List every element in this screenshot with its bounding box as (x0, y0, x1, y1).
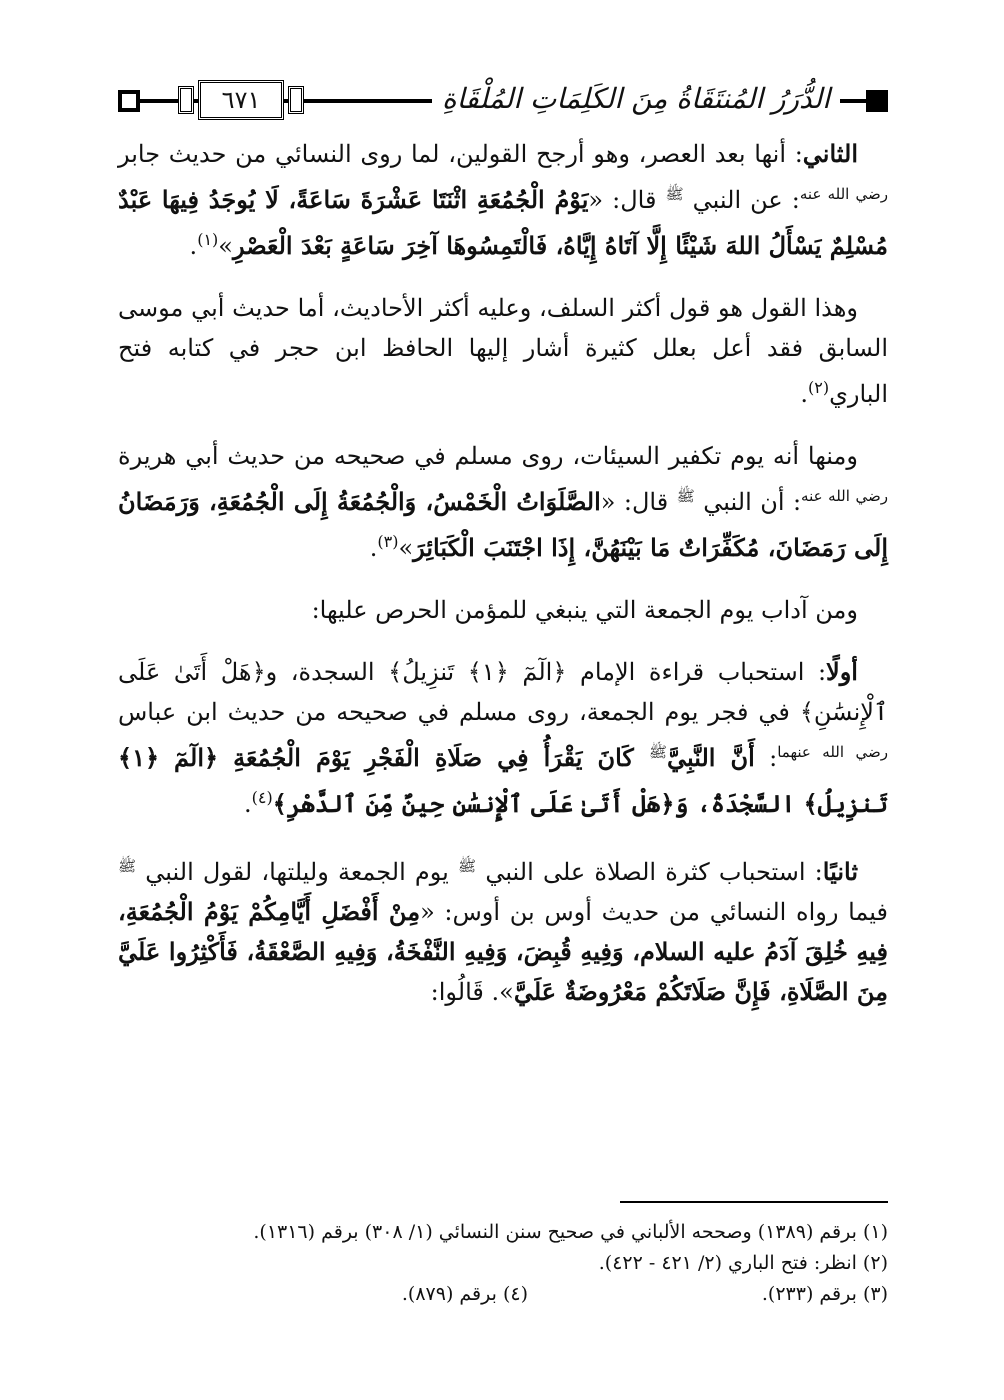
quran-text: الٓمٓ ﴿١﴾ تَنزِيلُ (402, 658, 553, 686)
page-number: ٦٧١ (198, 80, 284, 120)
text-run: ». قَالُوا: (430, 978, 514, 1006)
text-run: ومنها أنه يوم تكفير السيئات، روى مسلم في صحيحه من حديث أبي هريرة (118, 442, 858, 470)
footnote-3: (٣) برقم (٢٣٣). (761, 1283, 888, 1305)
text-run: ﴾ في فجر يوم الجمعة، روى مسلم في صحيحه من حديث ابن عباس (118, 698, 814, 726)
footnote-row (118, 1279, 888, 1310)
text-run: . (243, 790, 252, 818)
footnote-ref[interactable]: (٣) (377, 532, 399, 551)
text-run: : استحباب قراءة الإمام ﴿ (552, 658, 827, 686)
page-number-ornament-left (178, 86, 194, 114)
honorific: رضي الله عنه (799, 185, 889, 203)
footnote-separator (620, 1201, 888, 1203)
text-run: وهذا القول هو قول أكثر السلف، وعليه أكثر الأحاديث، أما حديث أبي موسى السابق فقد أعل بعلل كثيرة أشار إليها الحافظ ابن حجر في كتابه فتح الباري (118, 294, 888, 408)
hadith-text: مِنْ أَفْضَلِ أَيَّامِكُمْ يَوْمُ الْجُمُعَةِ، فِيهِ خُلِقَ آدَمُ عليه السلام، وَفِيهِ قُبِضَ، وَفِيهِ النَّفْخَةُ، وَفِيهِ الصَّعْقَةُ، فَأَكْثِرُوا عَلَيَّ مِنَ الصَّلَاةِ، فَإِنَّ صَلَاتَكُمْ مَعْرُوضَةٌ عَلَيَّ (118, 897, 888, 1006)
paragraph-lead: الثاني (802, 139, 858, 168)
paragraph-first-etiquette (118, 652, 888, 824)
salawat-glyph: ﷺ (676, 487, 695, 505)
text-run: ﴾ السجدة، و﴿ (251, 658, 403, 686)
text-run: : عن النبي (683, 186, 800, 214)
paragraph-majority-view (118, 288, 888, 414)
hadith-text: كَانَ يَقْرَأُ فِي صَلَاةِ الْفَجْرِ يَوْمَ الْجُمُعَةِ ﴿الٓمٓ ﴿١﴾ تَنزِيلُ﴾ السَّجْدَةُ، وَ﴿هَلْ أَتَىٰ عَلَى ٱلْإِنسَٰنِ حِينٌ مِّنَ ٱلدَّهْرِ﴾ (118, 743, 888, 818)
hadith-text: الصَّلَوَاتُ الْخَمْسُ، وَالْجُمُعَةُ إِلَى الْجُمُعَةِ، وَرَمَضَانُ إِلَى رَمَضَانَ، مُكَفِّرَاتٌ مَا بَيْنَهُنَّ، إِذَا اجْتَنَبَ الْكَبَائِرَ (118, 487, 888, 562)
salawat-glyph: ﷺ (648, 743, 667, 761)
text-run: : (754, 744, 778, 772)
salawat-glyph: ﷺ (118, 857, 137, 875)
quran-text: هَلْ أَتَىٰ عَلَى ٱلْإِنسَٰنِ (118, 658, 888, 726)
footnote-1: (١) برقم (١٣٨٩) وصححه الألباني في صحيح سنن النسائي (١/ ٣٠٨) برقم (١٣١٦). (253, 1221, 888, 1243)
running-header (118, 70, 888, 134)
text-run: : استحباب كثرة الصلاة على النبي (476, 858, 823, 886)
footnote-2: (٢) انظر: فتح الباري (٢/ ٤٢١ - ٤٢٢). (598, 1252, 888, 1274)
text-run: : أن النبي (694, 488, 802, 516)
text-run: قال: « (600, 488, 677, 516)
footnote-ref[interactable]: (٢) (807, 378, 830, 397)
paragraph-second-opinion (118, 134, 888, 266)
hadith-text: يَوْمُ الْجُمُعَةِ اثْنَتَا عَشْرَةَ سَاعَةً، لَا يُوجَدُ فِيهَا عَبْدٌ مُسْلِمٌ يَسْأَلُ اللهَ شَيْئًا إِلَّا آتَاهُ إِيَّاهُ، فَالْتَمِسُوهَا آخِرَ سَاعَةٍ بَعْدَ الْعَصْرِ (118, 185, 888, 260)
text-run: فيما رواه النسائي من حديث أوس بن أوس: « (420, 898, 888, 926)
honorific: رضي الله عنه (801, 487, 889, 505)
text-run: يوم الجمعة وليلتها، لقول النبي (136, 858, 459, 886)
text-run: » (398, 534, 414, 562)
text-run: . (800, 380, 808, 408)
text-run: » (218, 232, 233, 260)
hadith-text: أَنَّ النَّبِيَّ (666, 743, 755, 772)
header-title: الدُّرَرُ المُنتَقَاةُ مِنَ الكَلِمَاتِ المُلْقَاةِ (432, 82, 840, 115)
paragraph-second-etiquette (118, 846, 888, 1012)
paragraph-lead: أولًا (826, 657, 858, 686)
text-run: . (369, 534, 378, 562)
honorific: رضي الله عنهما (777, 743, 888, 761)
footnotes (118, 1201, 888, 1310)
paragraph-etiquettes-intro: ومن آداب يوم الجمعة التي ينبغي للمؤمن الحرص عليها: (311, 596, 858, 624)
salawat-glyph: ﷺ (458, 857, 477, 875)
paragraph-lead: ثانيًا (822, 857, 858, 886)
page-number-ornament-right (288, 86, 304, 114)
footnote-ref[interactable]: (٤) (251, 788, 273, 807)
salawat-glyph: ﷺ (665, 185, 684, 203)
footnote-ref[interactable]: (١) (197, 230, 219, 249)
header-hollow-square (118, 90, 140, 112)
text-run: قال: « (588, 186, 666, 214)
header-filled-square (866, 90, 888, 112)
text-run: : أنها بعد العصر، وهو أرجح القولين، لما روى النسائي من حديث جابر (118, 140, 803, 168)
page (118, 70, 888, 1024)
text-run: . (189, 232, 198, 260)
paragraph-expiation (118, 436, 888, 568)
footnote-4: (٤) برقم (٨٧٩). (401, 1283, 528, 1305)
